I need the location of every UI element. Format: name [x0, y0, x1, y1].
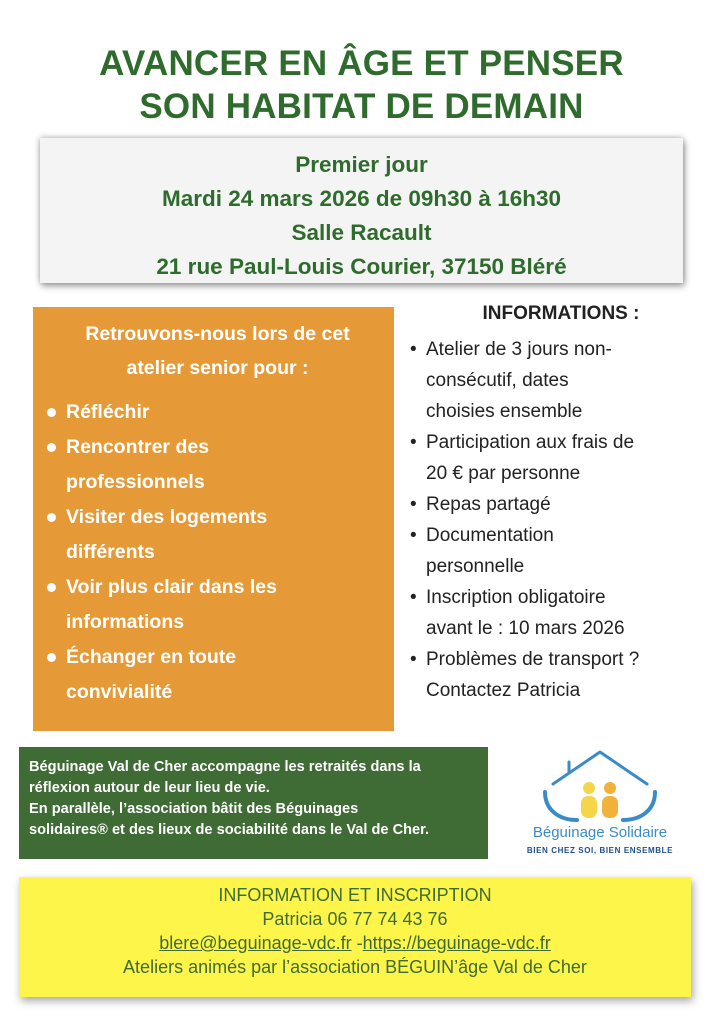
information-text: personnelle — [426, 556, 525, 577]
information-text: avant le : 10 mars 2026 — [426, 618, 625, 639]
atelier-goal-item — [47, 570, 384, 640]
atelier-goal-text: informations — [66, 611, 185, 633]
information-text: Documentation — [426, 525, 554, 546]
information-item — [408, 334, 708, 427]
email-link[interactable]: blere@beguinage-vdc.fr — [159, 933, 352, 953]
bullet-dot-icon — [47, 653, 56, 662]
information-text: Inscription obligatoire — [426, 587, 606, 608]
association-line-3: En parallèle, l’association bâtit des Béguinages — [29, 801, 359, 817]
association-line-2: réflexion autour de leur lieu de vie. — [29, 780, 270, 796]
house-people-icon — [515, 748, 685, 824]
contact-heading: INFORMATION ET INSCRIPTION — [218, 885, 492, 905]
information-text: 20 € par personne — [426, 463, 581, 484]
atelier-intro-line-2: atelier senior pour : — [126, 357, 309, 379]
information-text: choisies ensemble — [426, 401, 583, 422]
title-line-2: SON HABITAT DE DEMAIN — [139, 87, 584, 126]
atelier-goal-text: Réfléchir — [66, 401, 150, 423]
atelier-goal-text: différents — [66, 541, 155, 563]
contact-footer: Ateliers animés par l’association BÉGUIN’âge Val de Cher — [123, 957, 587, 977]
website-link[interactable]: https://beguinage-vdc.fr — [362, 933, 551, 953]
bullet-icon: • — [410, 525, 417, 546]
information-item — [408, 582, 708, 644]
information-item — [408, 644, 708, 706]
atelier-goal-item — [47, 640, 384, 710]
event-venue: Salle Racault — [291, 220, 432, 245]
association-line-1: Béguinage Val de Cher accompagne les retraités dans la — [29, 759, 421, 775]
contact-phone: Patricia 06 77 74 43 76 — [262, 909, 448, 929]
atelier-goal-item — [47, 500, 384, 570]
atelier-goal-item — [47, 430, 384, 500]
information-text: Problèmes de transport ? — [426, 649, 640, 670]
page-title — [0, 42, 723, 128]
event-address: 21 rue Paul-Louis Courier, 37150 Bléré — [156, 254, 567, 279]
information-text: Atelier de 3 jours non- — [426, 339, 612, 360]
information-text: Contactez Patricia — [426, 680, 581, 701]
association-box — [19, 747, 488, 859]
informations-section — [408, 300, 708, 706]
informations-list — [408, 334, 708, 706]
information-text: Repas partagé — [426, 494, 551, 515]
event-day: Premier jour — [295, 152, 428, 177]
atelier-intro-line-1: Retrouvons-nous lors de cet — [85, 323, 350, 345]
atelier-goals-list — [47, 395, 384, 710]
atelier-goal-text: Rencontrer des — [66, 436, 210, 458]
atelier-goals-box — [33, 307, 394, 731]
atelier-goal-item — [47, 395, 384, 430]
bullet-dot-icon — [47, 408, 56, 417]
atelier-goal-text: convivialité — [66, 681, 173, 703]
event-details-box — [40, 138, 683, 283]
bullet-icon: • — [410, 649, 417, 670]
information-text: consécutif, dates — [426, 370, 569, 391]
information-text: Participation aux frais de — [426, 432, 635, 453]
link-separator: - — [351, 933, 363, 953]
title-line-1: AVANCER EN ÂGE ET PENSER — [99, 44, 624, 83]
atelier-intro — [47, 317, 384, 385]
bullet-dot-icon — [47, 443, 56, 452]
bullet-dot-icon — [47, 583, 56, 592]
bullet-icon: • — [410, 494, 417, 515]
atelier-goal-text: professionnels — [66, 471, 205, 493]
beguinage-solidaire-logo — [515, 748, 685, 860]
logo-tagline: BIEN CHEZ SOI, BIEN ENSEMBLE — [526, 846, 674, 855]
atelier-goal-text: Visiter des logements — [66, 506, 268, 528]
bullet-icon: • — [410, 432, 417, 453]
information-item — [408, 489, 708, 520]
informations-title: INFORMATIONS : — [482, 303, 640, 324]
atelier-goal-text: Voir plus clair dans les — [66, 576, 277, 598]
bullet-icon: • — [410, 339, 417, 360]
event-date: Mardi 24 mars 2026 de 09h30 à 16h30 — [161, 186, 561, 211]
atelier-goal-text: Échanger en toute — [66, 646, 237, 668]
information-item — [408, 427, 708, 489]
contact-links — [19, 931, 691, 955]
bullet-icon: • — [410, 587, 417, 608]
logo-name: Béguinage Solidaire — [532, 824, 668, 841]
association-line-4: solidaires® et des lieux de sociabilité dans le Val de Cher. — [29, 822, 430, 838]
bullet-dot-icon — [47, 513, 56, 522]
contact-box — [19, 877, 691, 997]
information-item — [408, 520, 708, 582]
